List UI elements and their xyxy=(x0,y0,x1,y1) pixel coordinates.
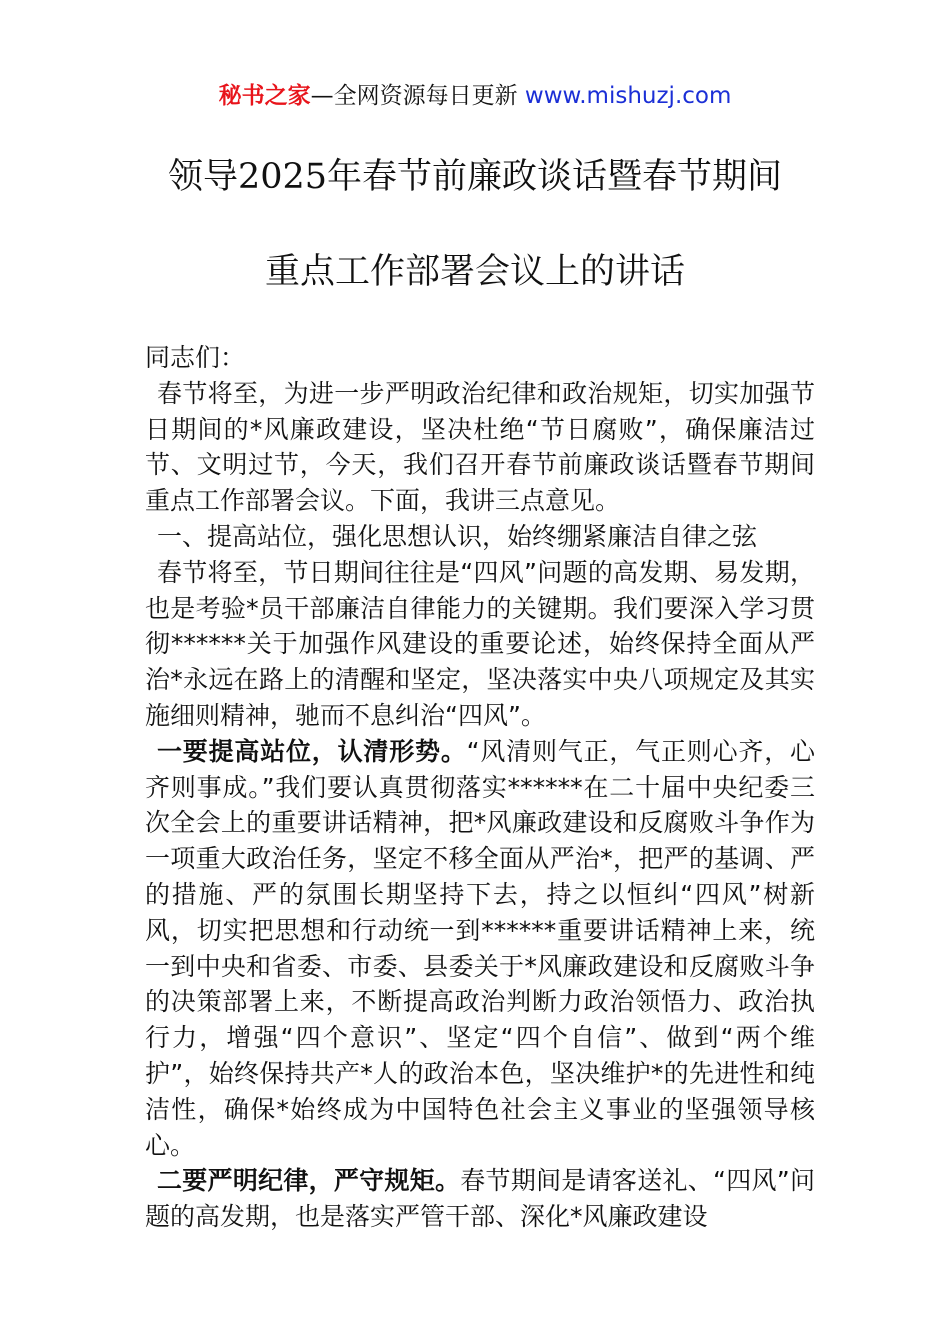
site-url-link[interactable]: www.mishuzj.com xyxy=(524,83,732,109)
point-2-lead: 二要严明纪律，严守规矩。 xyxy=(157,1166,461,1196)
document-body xyxy=(145,340,815,1235)
site-header xyxy=(0,80,950,112)
site-tagline: —全网资源每日更新 xyxy=(310,83,525,109)
point-1-lead: 一要提高站位，认清形势。 xyxy=(157,736,467,766)
salutation: 同志们： xyxy=(145,343,246,372)
point-1-paragraph xyxy=(145,734,815,1164)
point-2-text: 春节期间是请客送礼、“四风”问题的高发期，也是落实严管干部、深化*风廉政建设 xyxy=(145,1166,815,1232)
document-title-line-2: 重点工作部署会议上的讲话 xyxy=(264,252,685,292)
document-title-line-1: 领导2025年春节前廉政谈话暨春节期间 xyxy=(167,157,783,197)
intro-paragraph: 春节将至，为进一步严明政治纪律和政治规矩，切实加强节日期间的*风廉政建设，坚决杜绝“节日腐败”，确保廉洁过节、文明过节，今天，我们召开春节前廉政谈话暨春节期间重点工作部署会议。下面，我讲三点意见。 xyxy=(145,378,815,516)
site-brand: 秘书之家 xyxy=(218,83,311,109)
section-1-heading: 一、提高站位，强化思想认识，始终绷紧廉洁自律之弦 xyxy=(157,521,758,551)
point-1-text: “风清则气正，气正则心齐，心齐则事成。”我们要认真贯彻落实******在二十届中央纪委三次全会上的重要讲话精神，把*风廉政建设和反腐败斗争作为一项重大政治任务，坚定不移全面从严治*，把严的基调、严的措施、严的氛围长期坚持下去，持之以恒纠“四风”树新风，切实把思想和行动统一到******重要讲话精神上来，统一到中央和省委、市委、县委关于*风廉政建设和反腐败斗争的决策部署上来，不断提高政治判断力政治领悟力、政治执行力，增强“四个意识”、坚定“四个自信”、做到“两个维护”，始终保持共产*人的政治本色，坚决维护*的先进性和纯洁性，确保*始终成为中国特色社会主义事业的坚强领导核心。 xyxy=(145,736,815,1160)
section-1-paragraph: 春节将至，节日期间往往是“四风”问题的高发期、易发期，也是考验*员干部廉洁自律能力的关键期。我们要深入学习贯彻******关于加强作风建设的重要论述，始终保持全面从严治*永远在路上的清醒和坚定，坚决落实中央八项规定及其实施细则精神，驰而不息纠治“四风”。 xyxy=(145,557,815,730)
point-2-paragraph xyxy=(145,1163,815,1235)
